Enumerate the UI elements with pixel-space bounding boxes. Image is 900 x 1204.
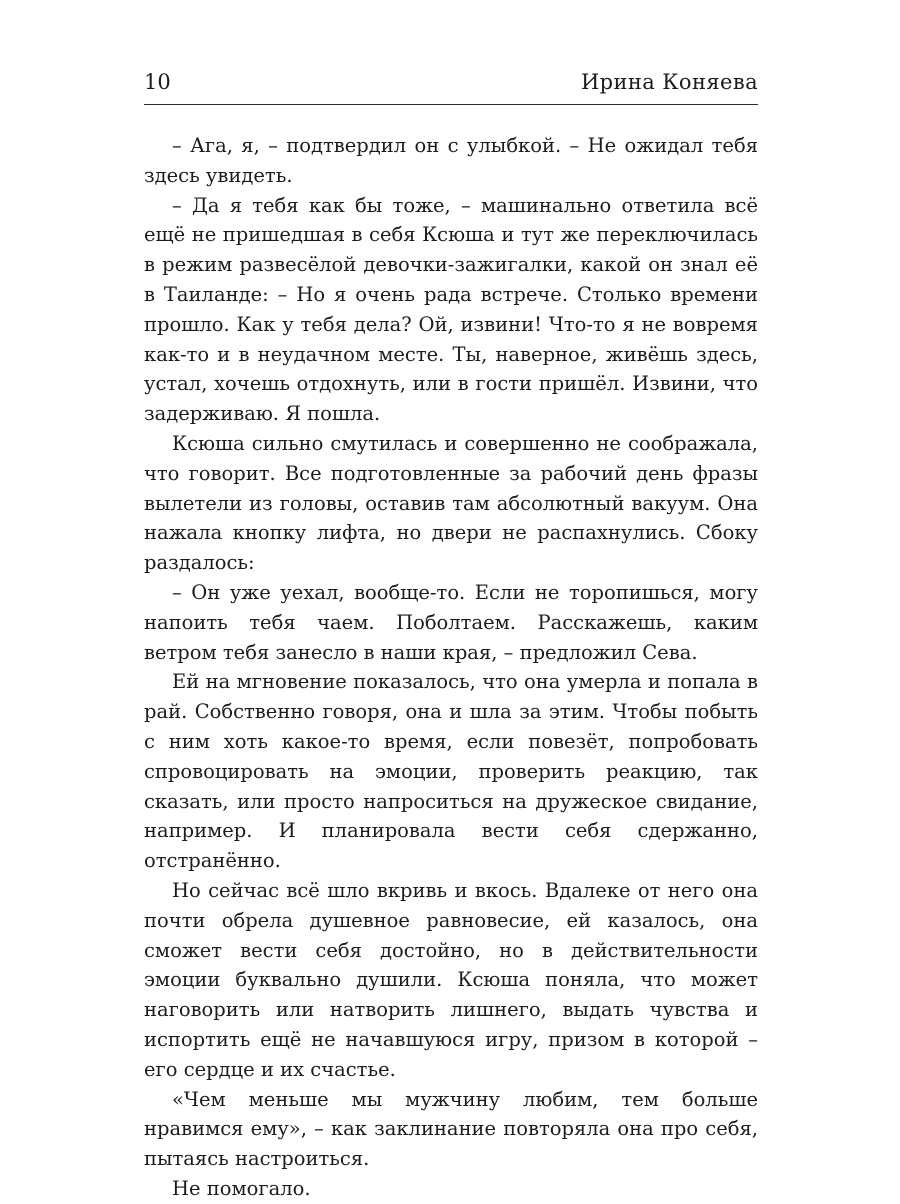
paragraph: – Ага, я, – подтвердил он с улыбкой. – Не ожидал тебя здесь увидеть. — [144, 134, 758, 187]
paragraph: – Да я тебя как бы тоже, – машинально ответила всё ещё не пришедшая в себя Ксюша и тут же переключилась в режим развесёлой девочки-зажигалки, какой он знал её в Таиланде: – Но я очень рада встрече. Столько времени прошло. Как у тебя дела? Ой, извини! Что-то я не вовремя как-то и в неудачном месте. Ты, наверное, живёшь здесь, устал, хочешь отдохнуть, или в гости пришёл. Извини, что задерживаю. Я пошла. — [144, 193, 758, 426]
page-body — [144, 131, 758, 1204]
paragraph: – Он уже уехал, вообще-то. Если не торопишься, могу напоить тебя чаем. Поболтаем. Расскажешь, каким ветром тебя занесло в наши края, – предложил Сева. — [144, 580, 758, 664]
paragraph: Ксюша сильно смутилась и совершенно не соображала, что говорит. Все подготовленные за рабочий день фразы вылетели из головы, оставив там абсолютный вакуум. Она нажала кнопку лифта, но двери не распахнулись. Сбоку раздалось: — [144, 431, 758, 575]
header-rule — [144, 104, 758, 105]
page-number: 10 — [144, 70, 171, 94]
page-header — [144, 66, 758, 100]
paragraph: Ей на мгновение показалось, что она умерла и попала в рай. Собственно говоря, она и шла за этим. Чтобы побыть с ним хоть какое-то время, если повезёт, попробовать спровоцировать на эмоции, проверить реакцию, так сказать, или просто напроситься на дружеское свидание, например. И планировала вести себя сдержанно, отстранённо. — [144, 670, 758, 873]
paragraph: Не помогало. — [172, 1176, 311, 1200]
running-head-author: Ирина Коняева — [580, 70, 758, 94]
paragraph: Но сейчас всё шло вкривь и вкось. Вдалеке от него она почти обрела душевное равновесие, ей казалось, она сможет вести себя достойно, но в действительности эмоции буквально душили. Ксюша поняла, что может наговорить или натворить лишнего, выдать чувства и испортить ещё не начавшуюся игру, призом в которой – его сердце и их счастье. — [144, 878, 758, 1081]
paragraph: «Чем меньше мы мужчину любим, тем больше нравимся ему», – как заклинание повторяла она про себя, пытаясь настроиться. — [144, 1087, 758, 1171]
